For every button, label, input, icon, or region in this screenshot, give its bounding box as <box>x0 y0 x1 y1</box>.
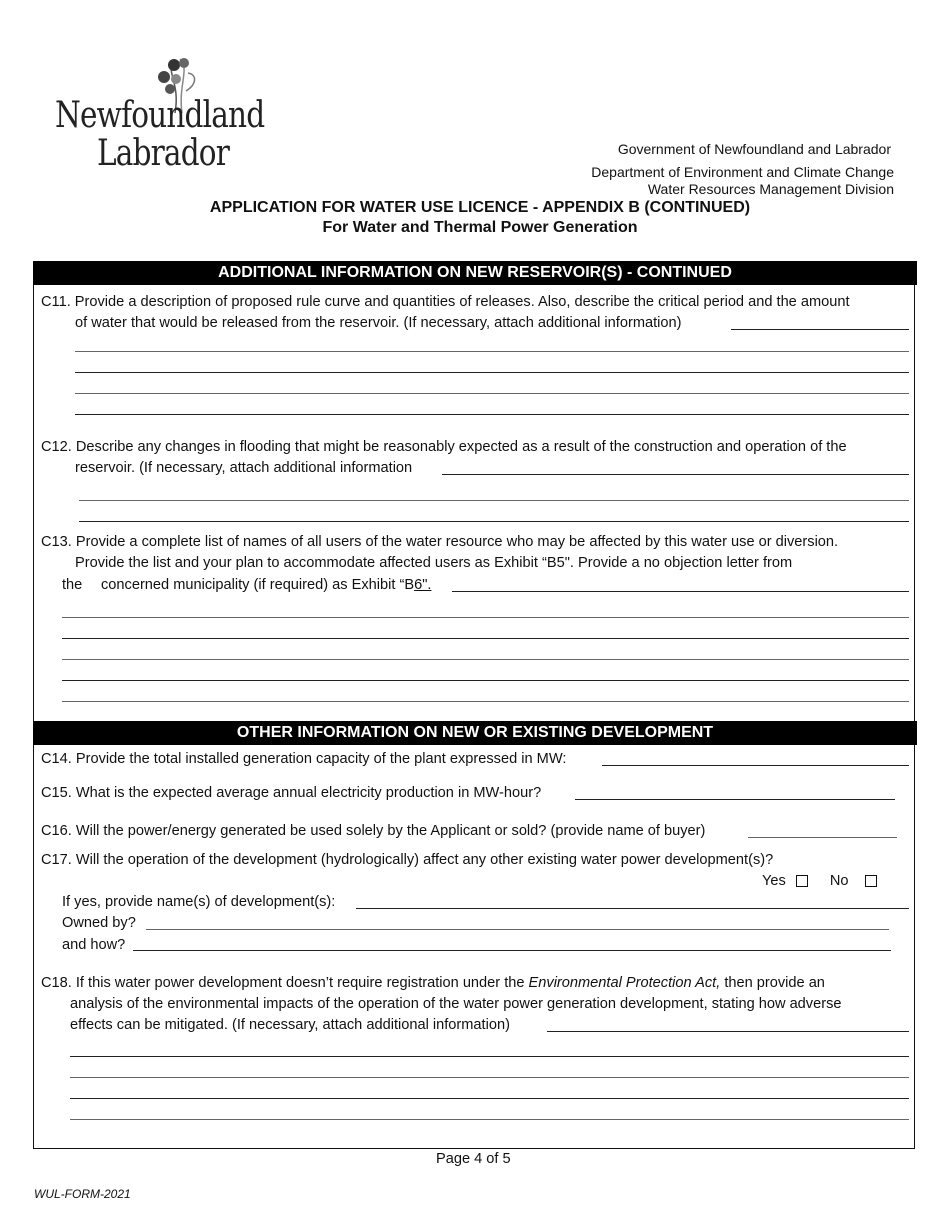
c17-yes-no <box>762 871 877 892</box>
c17-development-name-field[interactable] <box>356 908 909 909</box>
section-heading-development: OTHER INFORMATION ON NEW OR EXISTING DEVELOPMENT <box>33 721 917 745</box>
question-c17: C17. Will the operation of the development (hydrologically) affect any other existing water power development(s)? <box>41 852 774 868</box>
section-heading-reservoir: ADDITIONAL INFORMATION ON NEW RESERVOIR(S) - CONTINUED <box>33 261 917 285</box>
division-name: Water Resources Management Division <box>647 181 894 197</box>
question-c13-line1: C13. Provide a complete list of names of all users of the water resource who may be affected by this water use or diversion. <box>41 534 839 550</box>
question-c11-line2: of water that would be released from the reservoir. (If necessary, attach additional information) <box>75 315 682 331</box>
c12-answer-line[interactable] <box>79 521 909 522</box>
c17-no-label: No <box>829 873 849 889</box>
gov-name: Government of Newfoundland and Labrador <box>617 141 891 157</box>
question-c18-line1 <box>41 973 825 994</box>
c18-line1a: C18. If this water power development doesn’t require registration under the <box>41 975 525 991</box>
c17-yes-label: Yes <box>762 873 786 889</box>
c12-answer-line[interactable] <box>79 500 909 501</box>
c13-answer-line[interactable] <box>62 659 909 660</box>
c15-answer-field[interactable] <box>575 799 895 800</box>
c18-line1c: then provide an <box>724 975 825 991</box>
page-number: Page 4 of 5 <box>436 1151 511 1167</box>
question-c13-line3c-text: 6". <box>414 577 432 593</box>
form-subtitle: For Water and Thermal Power Generation <box>322 219 638 236</box>
question-c13-line3b-text: concerned municipality (if required) as Exhibit “B <box>101 577 415 593</box>
question-c16: C16. Will the power/energy generated be used solely by the Applicant or sold? (provide name of buyer) <box>41 823 706 839</box>
c18-answer-line[interactable] <box>70 1056 909 1057</box>
question-c12-line2: reservoir. (If necessary, attach additional information <box>75 460 413 476</box>
question-c18-line2: analysis of the environmental impacts of the operation of the water power generation development, stating how adverse <box>70 996 842 1012</box>
c17-if-yes-label: If yes, provide name(s) of development(s): <box>62 894 336 910</box>
c13-answer-line[interactable] <box>62 617 909 618</box>
c11-answer-line[interactable] <box>75 351 909 352</box>
c12-answer-field[interactable] <box>442 474 909 475</box>
c17-and-how-label: and how? <box>62 937 126 953</box>
c17-owned-by-field[interactable] <box>146 929 889 930</box>
c11-answer-line[interactable] <box>75 372 909 373</box>
c18-answer-line[interactable] <box>70 1077 909 1078</box>
logo-line2: Labrador <box>97 133 230 174</box>
c13-answer-line[interactable] <box>62 638 909 639</box>
c18-answer-line[interactable] <box>70 1119 909 1120</box>
c18-line1b: Environmental Protection Act, <box>528 975 721 991</box>
c18-answer-field[interactable] <box>547 1031 909 1032</box>
c17-and-how-field[interactable] <box>133 950 891 951</box>
question-c13-line2: Provide the list and your plan to accommodate affected users as Exhibit “B5". Provide a no objection letter from <box>75 555 793 571</box>
dept-name: Department of Environment and Climate Change <box>591 164 894 180</box>
logo-line1: Newfoundland <box>55 95 265 136</box>
question-c14: C14. Provide the total installed generation capacity of the plant expressed in MW: <box>41 751 567 767</box>
c13-answer-field[interactable] <box>452 591 909 592</box>
c17-owned-by-label: Owned by? <box>62 915 136 931</box>
c11-answer-field[interactable] <box>731 329 909 330</box>
form-id: WUL-FORM-2021 <box>34 1187 131 1201</box>
c11-answer-line[interactable] <box>75 414 909 415</box>
c14-answer-field[interactable] <box>602 765 909 766</box>
c17-no-checkbox[interactable] <box>865 875 877 887</box>
c17-yes-checkbox[interactable] <box>796 875 808 887</box>
question-c15: C15. What is the expected average annual electricity production in MW-hour? <box>41 785 542 801</box>
logo <box>55 55 295 175</box>
c18-answer-line[interactable] <box>70 1098 909 1099</box>
question-c12-line1: C12. Describe any changes in flooding that might be reasonably expected as a result of the construction and operation of the <box>41 439 847 455</box>
question-c13-line3b <box>101 575 431 596</box>
c11-answer-line[interactable] <box>75 393 909 394</box>
c13-answer-line[interactable] <box>62 701 909 702</box>
question-c11-line1: C11. Provide a description of proposed rule curve and quantities of releases. Also, describe the critical period and the amount <box>41 294 850 310</box>
c13-answer-line[interactable] <box>62 680 909 681</box>
question-c18-line3: effects can be mitigated. (If necessary, attach additional information) <box>70 1017 510 1033</box>
question-c13-line3a: the <box>62 577 83 593</box>
form-title: APPLICATION FOR WATER USE LICENCE - APPENDIX B (CONTINUED) <box>209 199 751 216</box>
c16-answer-field[interactable] <box>748 837 897 838</box>
